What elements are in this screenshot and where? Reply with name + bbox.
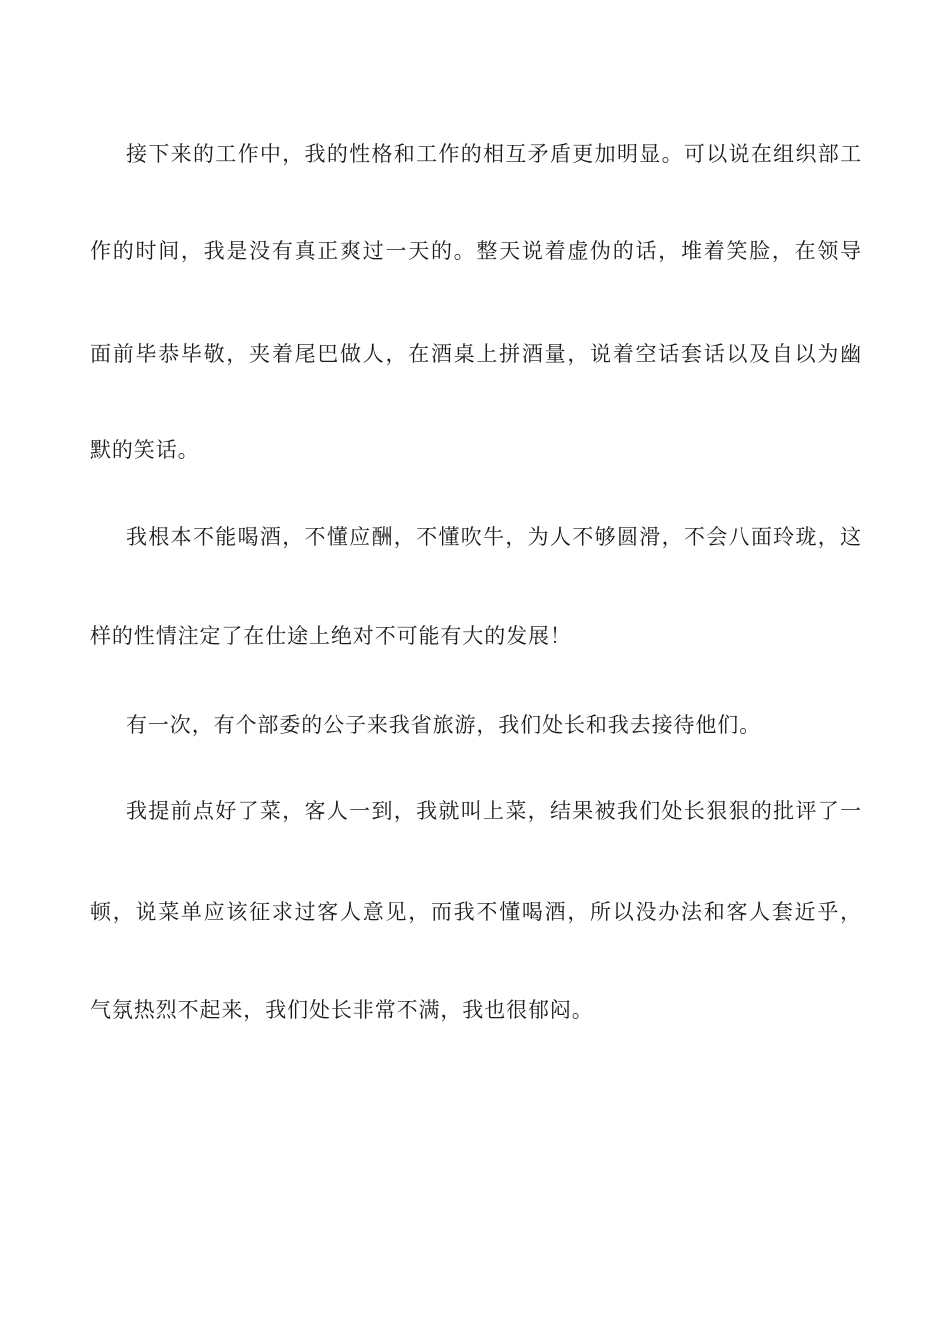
paragraph-1-line-2: 作的时间，我是没有真正爽过一天的。整天说着虚伪的话，堆着笑脸，在领导 bbox=[90, 239, 862, 263]
paragraph-4-line-1: 我提前点好了菜，客人一到，我就叫上菜，结果被我们处长狠狠的批评了一 bbox=[126, 799, 862, 823]
paragraph-4-line-2: 顿，说菜单应该征求过客人意见，而我不懂喝酒，所以没办法和客人套近乎， bbox=[90, 900, 862, 924]
paragraph-1-line-1: 接下来的工作中，我的性格和工作的相互矛盾更加明显。可以说在组织部工 bbox=[126, 142, 862, 166]
paragraph-2-line-2: 样的性情注定了在仕途上绝对不可能有大的发展！ bbox=[90, 624, 572, 648]
paragraph-4-line-3: 气氛热烈不起来，我们处长非常不满，我也很郁闷。 bbox=[90, 998, 594, 1022]
paragraph-2-line-1: 我根本不能喝酒，不懂应酬，不懂吹牛，为人不够圆滑，不会八面玲珑，这 bbox=[126, 525, 862, 549]
paragraph-3-line-1: 有一次，有个部委的公子来我省旅游，我们处长和我去接待他们。 bbox=[126, 713, 762, 737]
paragraph-1-line-4: 默的笑话。 bbox=[90, 438, 200, 462]
paragraph-1-line-3: 面前毕恭毕敬，夹着尾巴做人，在酒桌上拼酒量，说着空话套话以及自以为幽 bbox=[90, 342, 862, 366]
